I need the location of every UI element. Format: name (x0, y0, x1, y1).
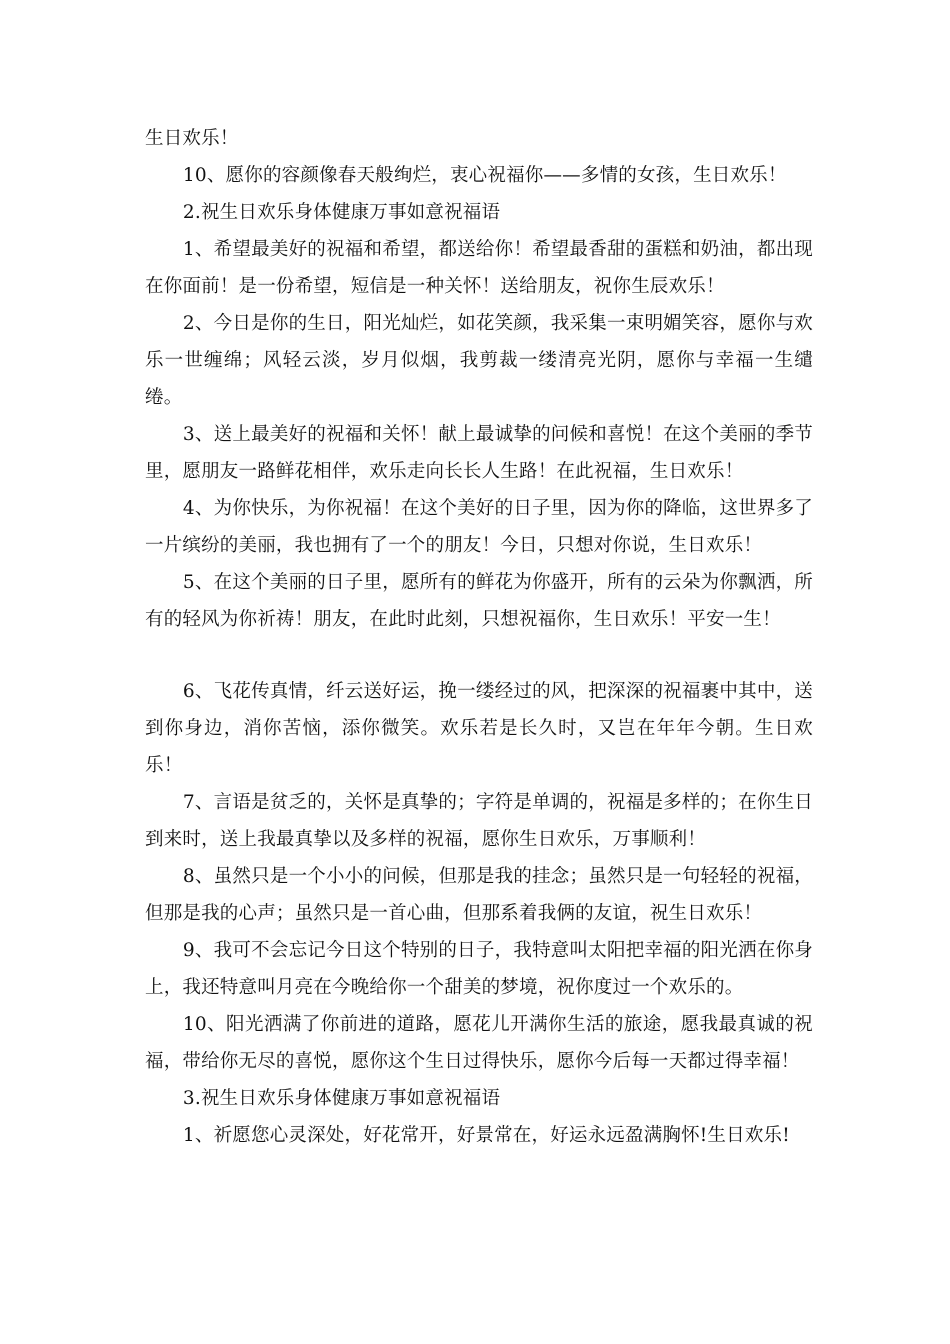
paragraph: 生日欢乐！ (145, 128, 239, 149)
paragraph: 1、祈愿您心灵深处，好花常开，好景常在，好运永远盈满胸怀!生日欢乐! (182, 1125, 790, 1146)
paragraph: 6、飞花传真情，纤云送好运，挽一缕经过的风，把深深的祝福裹中其中，送到你身边，消你苦恼，添你微笑。欢乐若是长久时，又岂在年年今朝。生日欢乐！ (145, 681, 813, 776)
paragraph: 3、送上最美好的祝福和关怀！献上最诚挚的问候和喜悦！在这个美丽的季节里，愿朋友一路鲜花相伴，欢乐走向长长人生路！在此祝福，生日欢乐！ (145, 424, 813, 482)
paragraph: 10、阳光洒满了你前进的道路，愿花儿开满你生活的旅途，愿我最真诚的祝福，带给你无尽的喜悦，愿你这个生日过得快乐，愿你今后每一天都过得幸福！ (145, 1014, 813, 1072)
document-body (145, 120, 813, 1154)
paragraph: 5、在这个美丽的日子里，愿所有的鲜花为你盛开，所有的云朵为你飘洒，所有的轻风为你祈祷！朋友，在此时此刻，只想祝福你，生日欢乐！平安一生！ (145, 572, 813, 630)
paragraph: 10、愿你的容颜像春天般绚烂，衷心祝福你——多情的女孩，生日欢乐！ (182, 165, 787, 186)
paragraph: 4、为你快乐，为你祝福！在这个美好的日子里，因为你的降临，这世界多了一片缤纷的美丽，我也拥有了一个的朋友！今日，只想对你说，生日欢乐！ (145, 498, 813, 556)
section-heading: 3.祝生日欢乐身体健康万事如意祝福语 (182, 1088, 501, 1109)
paragraph: 9、我可不会忘记今日这个特别的日子，我特意叫太阳把幸福的阳光洒在你身上，我还特意叫月亮在今晚给你一个甜美的梦境，祝你度过一个欢乐的。 (145, 940, 813, 998)
section-heading: 2.祝生日欢乐身体健康万事如意祝福语 (182, 202, 501, 223)
paragraph: 2、今日是你的生日，阳光灿烂，如花笑颜，我采集一束明媚笑容，愿你与欢乐一世缠绵；风轻云淡，岁月似烟，我剪裁一缕清亮光阴，愿你与幸福一生缱绻。 (145, 313, 813, 408)
paragraph-spacer (145, 638, 813, 673)
paragraph: 1、希望最美好的祝福和希望，都送给你！希望最香甜的蛋糕和奶油，都出现在你面前！是一份希望，短信是一种关怀！送给朋友，祝你生辰欢乐！ (145, 239, 813, 297)
paragraph: 8、虽然只是一个小小的问候，但那是我的挂念；虽然只是一句轻轻的祝福，但那是我的心声；虽然只是一首心曲，但那系着我俩的友谊，祝生日欢乐！ (145, 866, 813, 924)
paragraph: 7、言语是贫乏的，关怀是真挚的；字符是单调的，祝福是多样的；在你生日到来时，送上我最真挚以及多样的祝福，愿你生日欢乐，万事顺利！ (145, 792, 813, 850)
